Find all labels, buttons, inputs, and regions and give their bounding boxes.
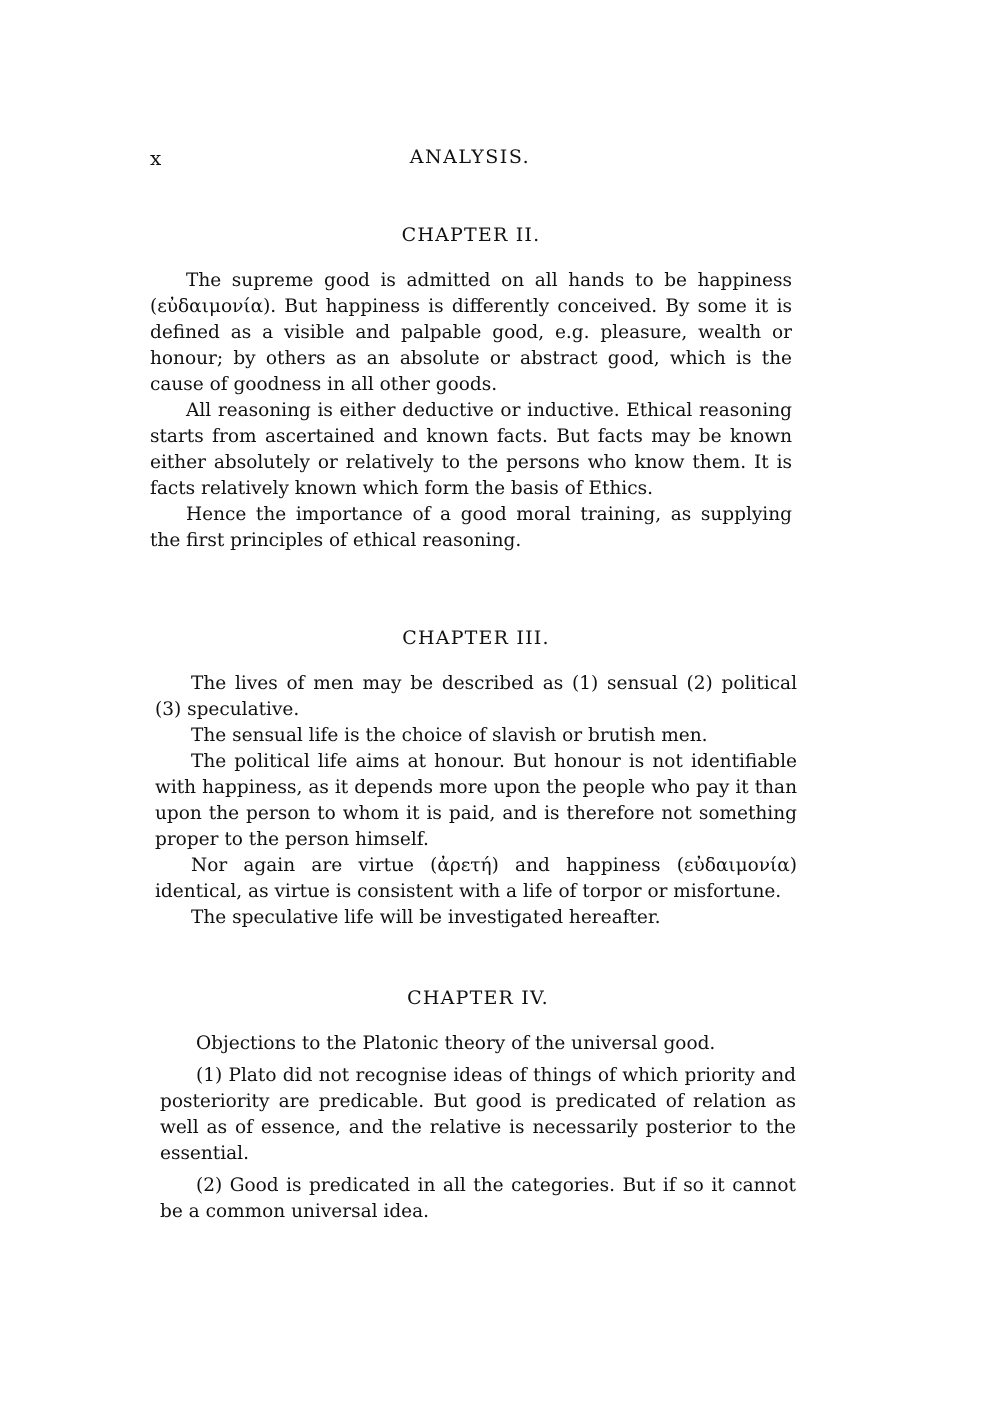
chapter-ii	[150, 224, 792, 554]
page-header	[150, 146, 790, 174]
paragraph: The sensual life is the choice of slavish or brutish men.	[191, 725, 708, 746]
page-number: x	[150, 146, 163, 170]
paragraph: The political life aims at honour. But honour is not identifiable with happiness, as it depends more upon the people who pay it than upon the person to whom it is paid, and is therefore not something proper to the person himself.	[155, 751, 797, 850]
chapter-heading: CHAPTER III.	[402, 627, 550, 649]
paragraph: (2) Good is predicated in all the categories. But if so it cannot be a common universal idea.	[160, 1175, 796, 1222]
paragraph: The lives of men may be described as (1) sensual (2) political (3) speculative.	[155, 673, 797, 720]
paragraph: The supreme good is admitted on all hands to be happiness (εὐδαιμονία). But happiness is differently conceived. By some it is defined as a visible and palpable good, e.g. pleasure, wealth or honour; by others as an absolute or abstract good, which is the cause of goodness in all other goods.	[150, 270, 792, 395]
paragraph: Nor again are virtue (ἀρετή) and happiness (εὐδαιμονία) identical, as virtue is consistent with a life of torpor or misfortune.	[155, 855, 797, 902]
chapter-heading: CHAPTER II.	[401, 224, 541, 246]
paragraph: The speculative life will be investigated hereafter.	[191, 907, 661, 928]
paragraph: Objections to the Platonic theory of the universal good.	[196, 1033, 716, 1054]
chapter-iv	[160, 987, 796, 1231]
chapter-heading: CHAPTER IV.	[407, 987, 549, 1009]
paragraph: Hence the importance of a good moral training, as supplying the first principles of ethical reasoning.	[150, 504, 792, 551]
paragraph: All reasoning is either deductive or inductive. Ethical reasoning starts from ascertained and known facts. But facts may be known either absolutely or relatively to the persons who know them. It is facts relatively known which form the basis of Ethics.	[150, 400, 792, 499]
paragraph: (1) Plato did not recognise ideas of things of which priority and posteriority are predicable. But good is predicated of relation as well as of essence, and the relative is necessarily posterior to the essential.	[160, 1065, 796, 1164]
running-title: ANALYSIS.	[409, 146, 531, 168]
chapter-iii	[155, 627, 797, 931]
